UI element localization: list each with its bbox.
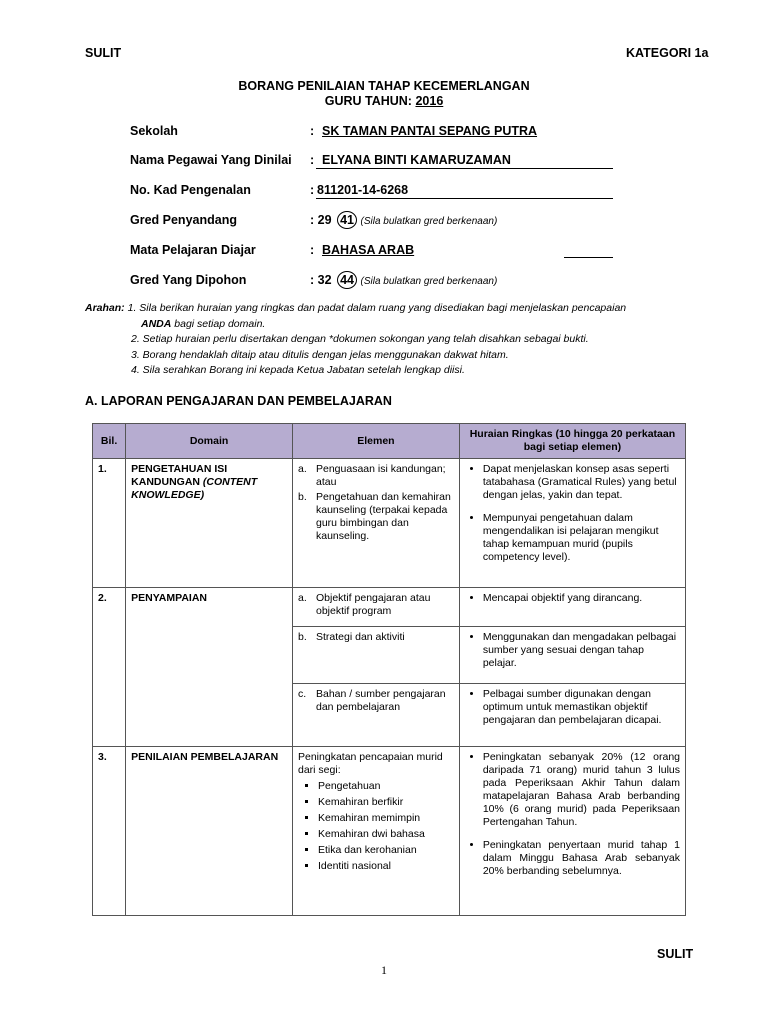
row2a-huraian [459,588,685,627]
list-item: • Peningkatan penyertaan murid tahap 1 dalam Minggu Bahasa Arab sebanyak 20% berbanding sebelumnya. [483,839,680,878]
table-row [93,588,686,627]
list-item: ▪ Kemahiran dwi bahasa [318,828,454,841]
assessment-table [92,423,686,916]
instruction-line-4: 4. Sila serahkan Borang ini kepada Ketua Jabatan setelah lengkap diisi. [131,364,465,376]
header-huraian: Huraian Ringkas (10 hingga 20 perkataan bagi setiap elemen) [459,424,685,459]
list-item: b. Pengetahuan dan kemahiran kaunseling (terpakai kepada guru bimbingan dan kaunseling. [298,491,451,542]
header-bil: Bil. [93,424,126,459]
row3-bil: 3. [93,747,126,916]
form-title: BORANG PENILAIAN TAHAP KECEMERLANGAN [238,79,530,93]
year-value: 2016 [415,94,444,108]
category-label: KATEGORI 1a [626,46,709,60]
instruction-line-2: 2. Setiap huraian perlu disertakan dengan *dokumen sokongan yang telah disahkan sebagai bukti. [131,333,589,345]
gred-dipohon-circled: 44 [337,271,357,289]
gred-penyandang-field [310,211,497,229]
page-number: 1 [381,963,387,977]
form-subtitle [0,94,768,109]
gred-penyandang-circled: 41 [337,211,357,229]
footer-classification: SULIT [657,947,694,961]
row2-domain: PENYAMPAIAN [126,588,293,747]
row2b-huraian [459,627,685,684]
table-row [93,747,686,916]
row1-domain: PENGETAHUAN ISI KANDUNGAN (CONTENT KNOWLEDGE) [126,459,293,588]
list-item: ▪ Kemahiran memimpin [318,812,454,825]
mata-pelajaran-underline [564,257,613,258]
header-domain: Domain [126,424,293,459]
row3-elemen-intro: Peningkatan pencapaian murid dari segi: [298,751,443,776]
sekolah-separator: : [310,124,315,138]
list-item: • Peningkatan sebanyak 20% (12 orang daripada 71 orang) murid tahun 3 lulus pada Peperiksaan Akhir Tahun dalam matapelajaran Bahasa Arab berbanding 10% (6 orang murid) pada Peperiksaan Pertengahan Tahun. [483,751,680,829]
nama-underline [316,168,613,169]
list-item: • Mempunyai pengetahuan dalam mengendalikan isi pelajaran mengikut tahap kemampuan murid (pupils competency level). [483,512,680,564]
list-item: ▪ Etika dan kerohanian [318,844,454,857]
instructions [85,301,705,379]
table-row [93,459,686,588]
row2b-elemen [293,627,460,684]
row2-bil: 2. [93,588,126,747]
instruction-line-1: Arahan: 1. Sila berikan huraian yang ringkas dan padat dalam ruang yang disediakan bagi menjelaskan pencapaian [85,302,627,314]
kad-label: No. Kad Pengenalan [130,183,251,197]
mata-pelajaran-label: Mata Pelajaran Diajar [130,243,256,257]
gred-dipohon-hint: (Sila bulatkan gred berkenaan) [360,276,498,287]
list-item: • Pelbagai sumber digunakan dengan optimum untuk memastikan objektif pengajaran dan pembelajaran dicapai. [483,688,680,727]
row1-elemen [293,459,460,588]
instruction-line-1b: ANDA bagi setiap domain. [141,317,266,330]
list-item: ▪ Kemahiran berfikir [318,796,454,809]
mata-pelajaran-value: BAHASA ARAB [322,243,415,257]
kad-value: 811201-14-6268 [317,183,409,197]
header-elemen: Elemen [293,424,460,459]
list-item: c. Bahan / sumber pengajaran dan pembelajaran [298,688,446,713]
row3-elemen [293,747,460,916]
list-item: • Menggunakan dan mengadakan pelbagai sumber yang sesuai dengan tahap pelajar. [483,631,680,670]
year-label: GURU TAHUN: [324,94,412,108]
classification-label: SULIT [85,46,122,60]
nama-label: Nama Pegawai Yang Dinilai [130,153,292,167]
list-item: ▪ Pengetahuan [318,780,454,793]
sekolah-label: Sekolah [130,124,178,138]
gred-penyandang-base: : 29 [310,213,332,227]
row2c-elemen [293,684,460,747]
row1-huraian [459,459,685,588]
gred-dipohon-base: : 32 [310,273,332,287]
section-a-heading: A. LAPORAN PENGAJARAN DAN PEMBELAJARAN [85,394,392,408]
gred-penyandang-label: Gred Penyandang [130,213,237,227]
row3-huraian [459,747,685,916]
list-item: • Mencapai objektif yang dirancang. [483,592,680,605]
row2a-elemen [293,588,460,627]
row2c-huraian [459,684,685,747]
mata-pelajaran-separator: : [310,243,315,257]
list-item: ▪ Identiti nasional [318,860,454,873]
nama-separator: : [310,153,315,167]
nama-value: ELYANA BINTI KAMARUZAMAN [322,153,511,167]
gred-penyandang-hint: (Sila bulatkan gred berkenaan) [360,216,498,227]
list-item: b. Strategi dan aktiviti [298,631,405,643]
instructions-label: Arahan: [85,302,125,314]
gred-dipohon-field [310,271,497,289]
table-header-row [93,424,686,459]
list-item: • Dapat menjelaskan konsep asas seperti tatabahasa (Gramatical Rules) yang betul dengan jelas, yakin dan tepat. [483,463,680,502]
sekolah-value: SK TAMAN PANTAI SEPANG PUTRA [322,124,538,138]
kad-separator: : [310,183,315,197]
instruction-line-3: 3. Borang hendaklah ditaip atau ditulis dengan jelas menggunakan dakwat hitam. [131,348,509,361]
row1-bil: 1. [93,459,126,588]
list-item: a. Objektif pengajaran atau objektif program [298,592,431,617]
list-item: a. Penguasaan isi kandungan; atau [298,463,446,488]
row3-domain: PENILAIAN PEMBELAJARAN [126,747,293,916]
gred-dipohon-label: Gred Yang Dipohon [130,273,247,287]
kad-underline [316,198,613,199]
